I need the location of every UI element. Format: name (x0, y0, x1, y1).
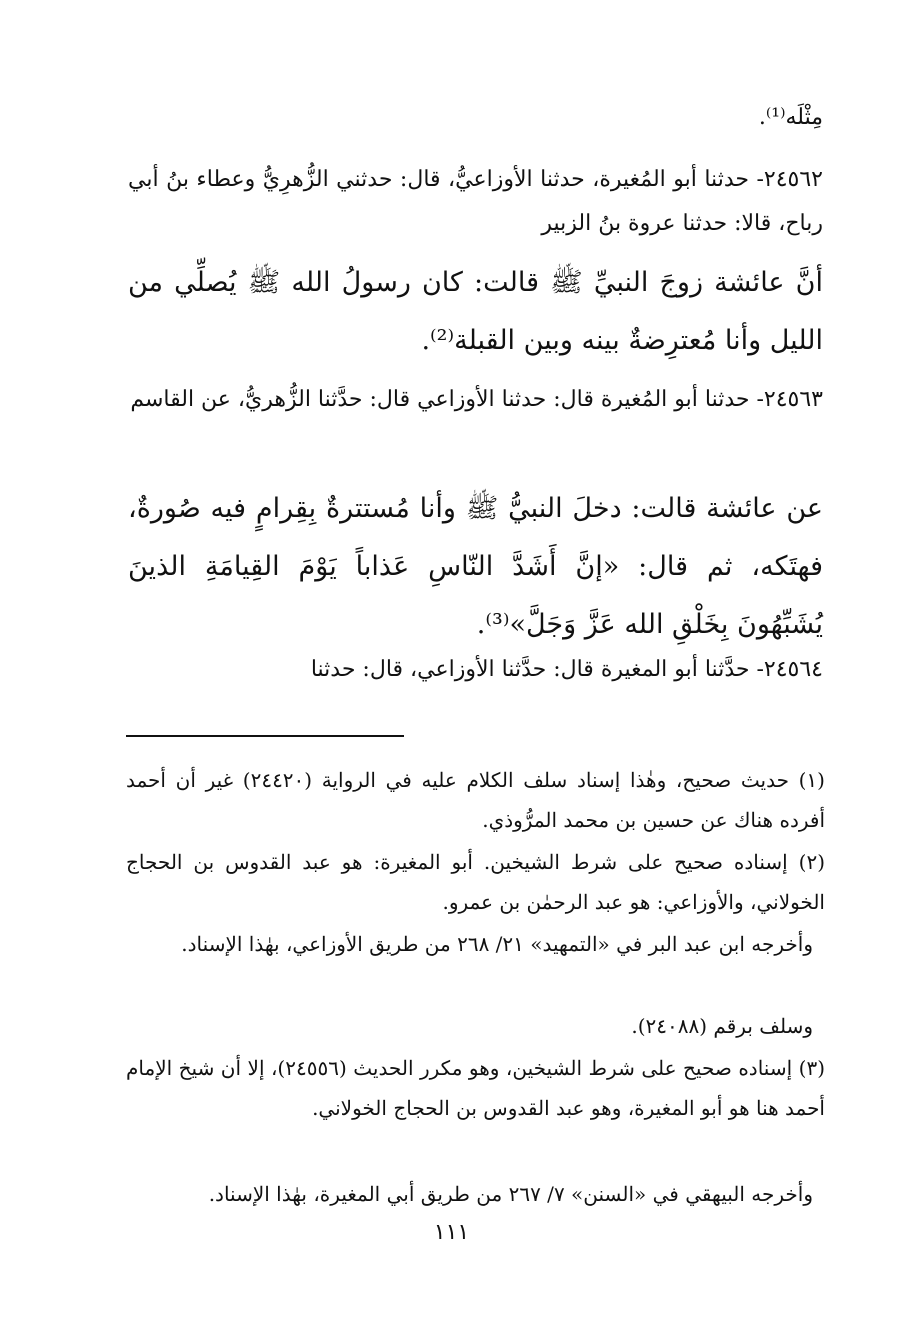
footnote-1: (١) حديث صحيح، وهٰذا إسناد سلف الكلام عليه في الرواية (٢٤٤٢٠) غير أن أحمد أفرده هناك عن حسين بن محمد المرُّوذي. (126, 768, 825, 832)
hadith-24563-matn: عن عائشة قالت: دخلَ النبيُّ ﷺ وأنا مُستترةٌ بِقِرامٍ فيه صُورةٌ، فهتَكه، ثم قال: «إنَّ أَشَدَّ النّاسِ عَذاباً يَوْمَ القِيامَةِ الذينَ يُشَبِّهُونَ بِخَلْقِ الله عَزَّ وَجَلَّ»⁽³⁾. (128, 493, 823, 640)
footnote-2-source: وأخرجه ابن عبد البر في «التمهيد» ٢١/ ٢٦٨ من طريق الأوزاعي، بهٰذا الإسناد. (181, 932, 813, 956)
footnote-2: (٢) إسناده صحيح على شرط الشيخين. أبو المغيرة: هو عبد القدوس بن الحجاج الخولاني، والأوزاعي: هو عبد الرحمٰن بن عمرو. (126, 850, 825, 914)
continued-text: مِثْلَه⁽¹⁾. (758, 105, 823, 130)
hadith-24564-isnad: ٢٤٥٦٤- حدَّثنا أبو المغيرة قال: حدَّثنا الأوزاعي، قال: حدثنا (310, 657, 823, 682)
footnote-2-ref: وسلف برقم (٢٤٠٨٨). (631, 1014, 813, 1038)
hadith-24562-isnad: ٢٤٥٦٢- حدثنا أبو المُغيرة، حدثنا الأوزاعيُّ، قال: حدثني الزُّهرِيُّ وعطاء بنُ أبي رباح، قالا: حدثنا عروة بنُ الزبير (128, 167, 823, 236)
footnote-separator (126, 735, 404, 737)
footnote-3-source: وأخرجه البيهقي في «السنن» ٧/ ٢٦٧ من طريق أبي المغيرة، بهٰذا الإسناد. (208, 1182, 813, 1206)
hadith-24562-matn: أنَّ عائشة زوجَ النبيِّ ﷺ قالت: كان رسولُ الله ﷺ يُصلِّي من الليل وأنا مُعترِضةٌ بينه وبين القبلة⁽²⁾. (128, 267, 823, 356)
hadith-24563-isnad: ٢٤٥٦٣- حدثنا أبو المُغيرة قال: حدثنا الأوزاعي قال: حدَّثنا الزُّهريُّ، عن القاسم (130, 387, 823, 412)
page-number: ١١١ (433, 1220, 470, 1245)
footnote-3: (٣) إسناده صحيح على شرط الشيخين، وهو مكرر الحديث (٢٤٥٥٦)، إلا أن شيخ الإمام أحمد هنا هو أبو المغيرة، وهو عبد القدوس بن الحجاج الخولاني. (126, 1056, 826, 1120)
